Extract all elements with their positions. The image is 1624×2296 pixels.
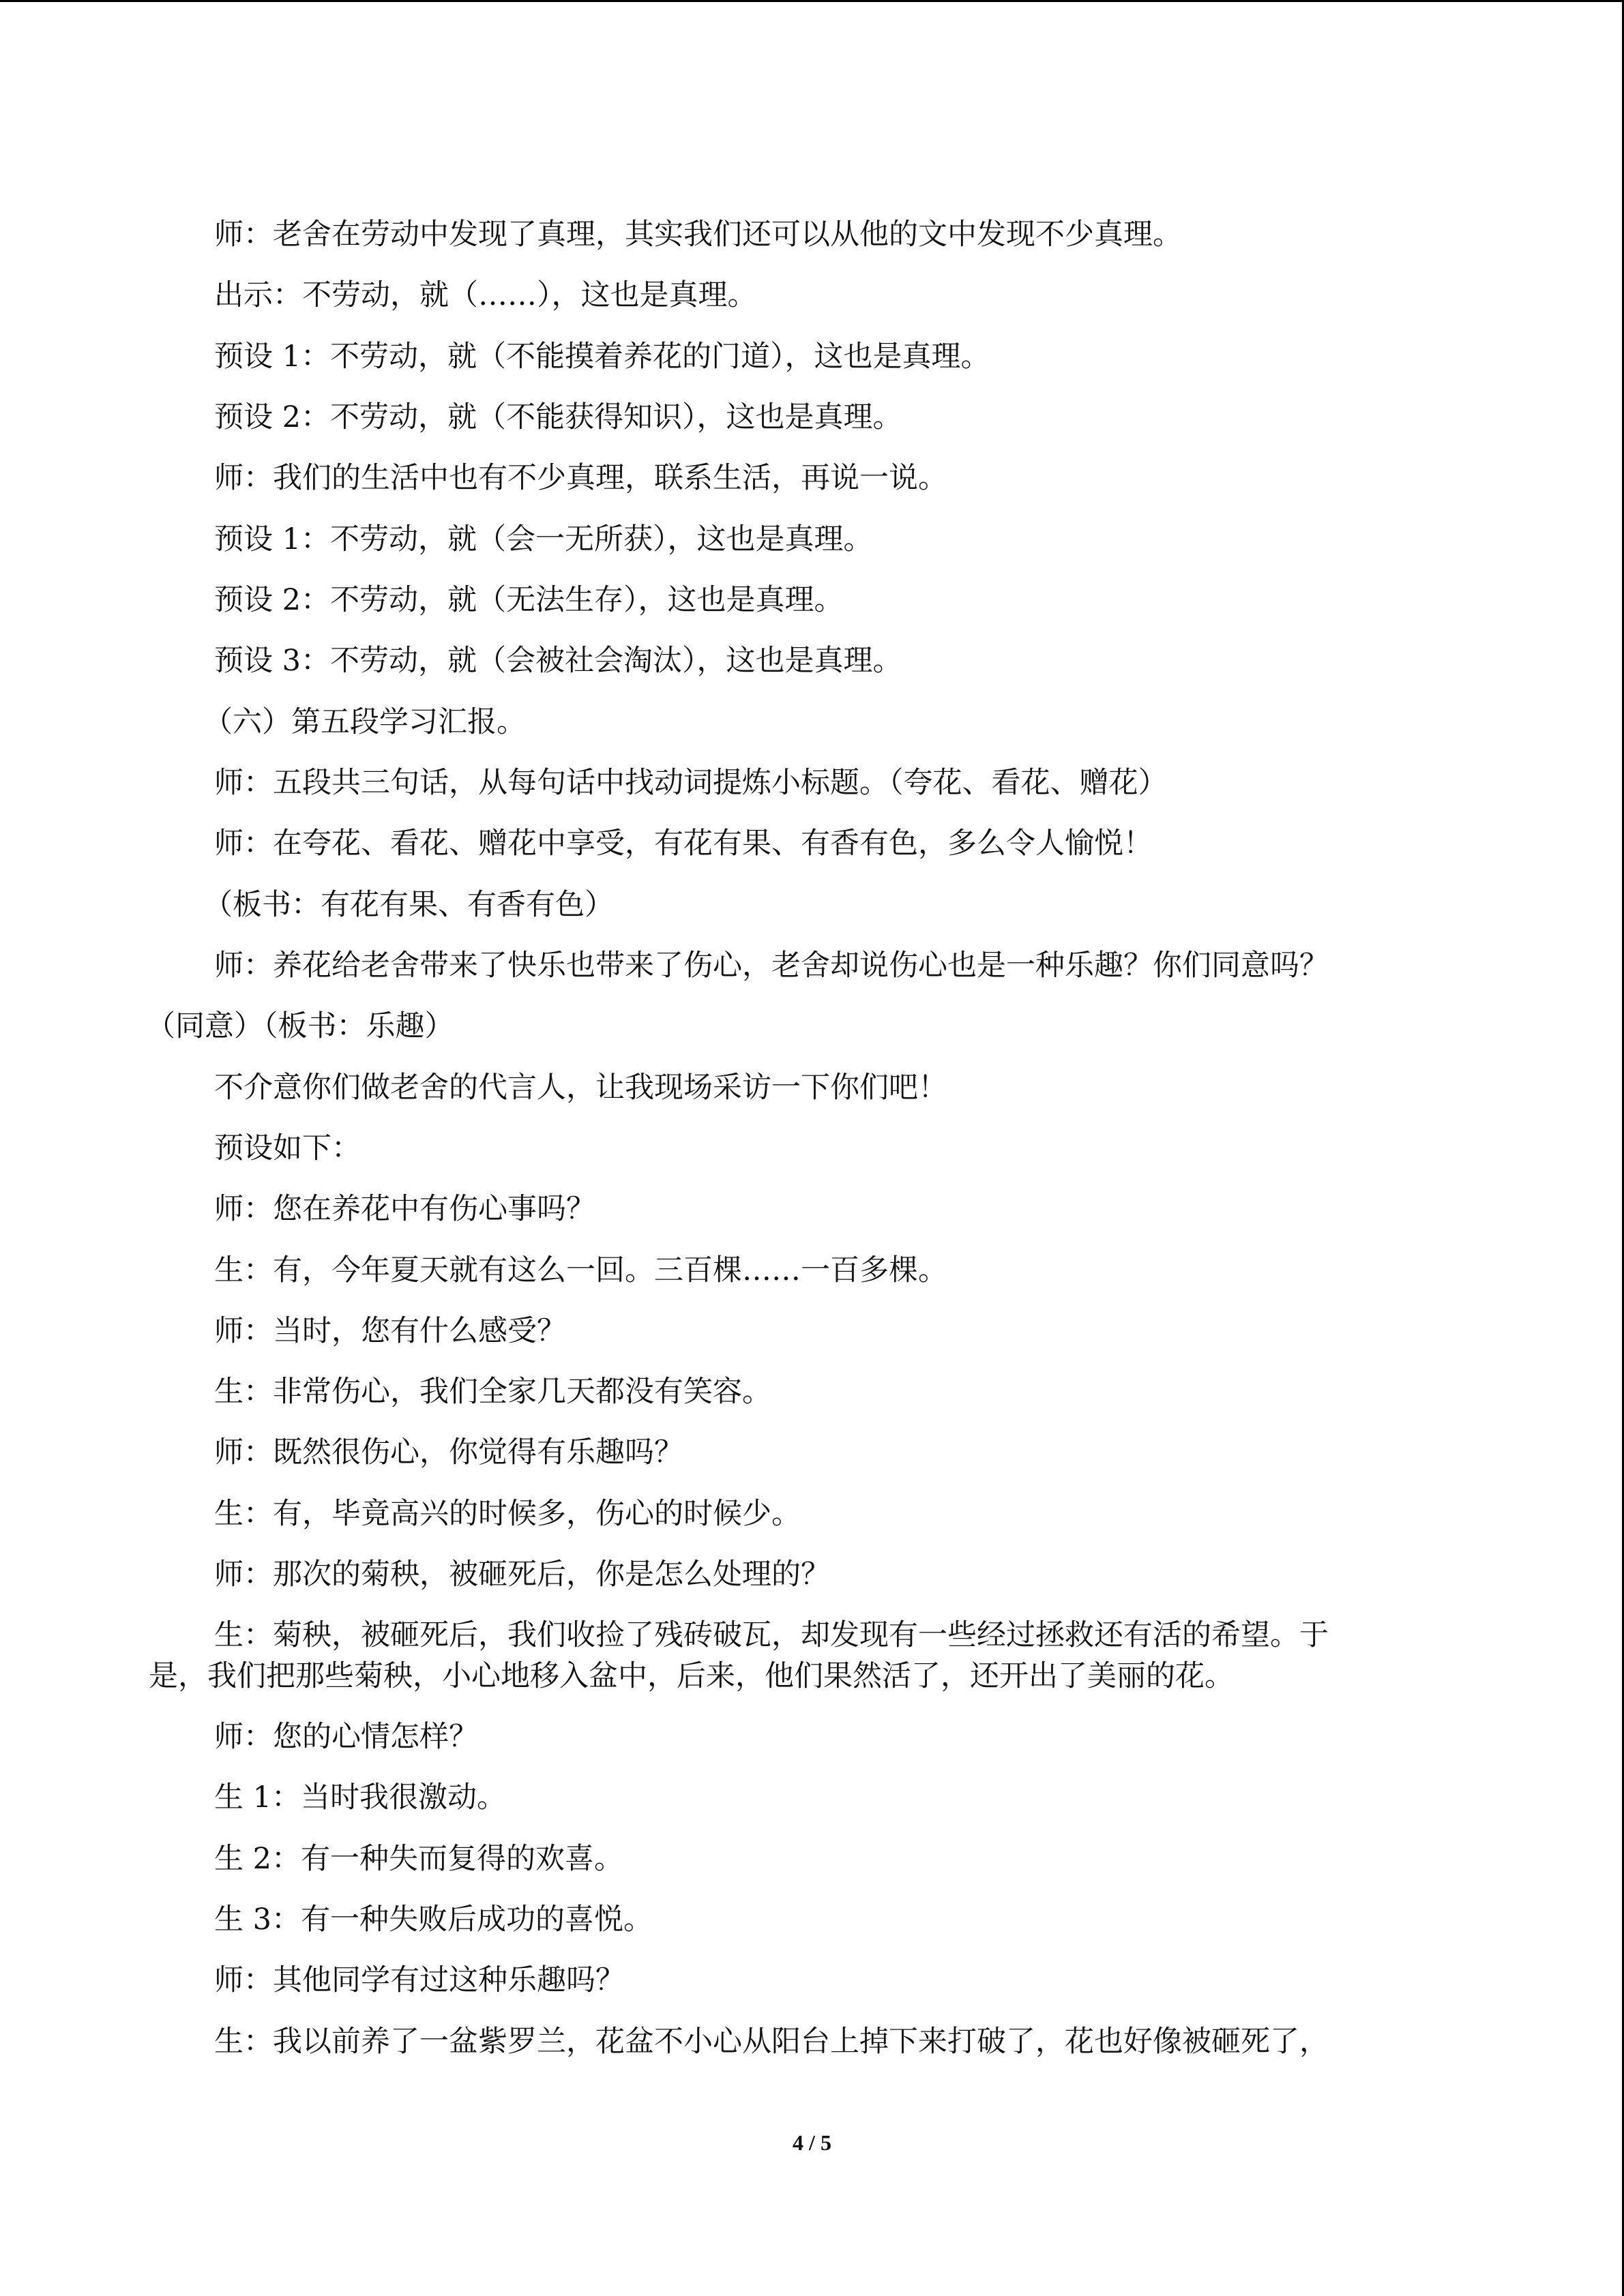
text-line: （板书：有花有果、有香有色） [203, 888, 614, 922]
text-line: 出示：不劳动，就（……），这也是真理。 [214, 278, 757, 312]
text-line: 生 3：有一种失败后成功的喜悦。 [214, 1903, 653, 1937]
text-line: 生：菊秧，被砸死后，我们收捡了残砖破瓦，却发现有一些经过拯救还有活的希望。于 [214, 1618, 1329, 1652]
text-line: （同意）（板书：乐趣） [146, 1009, 454, 1043]
text-line: 预设 3：不劳动，就（会被社会淘汰），这也是真理。 [214, 644, 902, 678]
text-line: 师：老舍在劳动中发现了真理，其实我们还可以从他的文中发现不少真理。 [214, 218, 1182, 252]
text-line: 生 2：有一种失而复得的欢喜。 [214, 1842, 624, 1876]
text-line: 是，我们把那些菊秧，小心地移入盆中，后来，他们果然活了，还开出了美丽的花。 [149, 1659, 1234, 1693]
text-line: 师：在夸花、看花、赠花中享受，有花有果、有香有色，多么令人愉悦！ [214, 826, 1153, 861]
text-line: 预设 2：不劳动，就（无法生存），这也是真理。 [214, 583, 844, 617]
text-line: 师：您的心情怎样？ [214, 1720, 478, 1754]
text-line: 预设 2：不劳动，就（不能获得知识），这也是真理。 [214, 400, 902, 434]
page-number: 4 / 5 [793, 2130, 831, 2155]
text-line: 生 1：当时我很激动。 [214, 1780, 507, 1815]
text-line: 师：养花给老舍带来了快乐也带来了伤心，老舍却说伤心也是一种乐趣？你们同意吗？ [214, 949, 1329, 983]
text-line: 师：既然很伤心，你觉得有乐趣吗？ [214, 1435, 683, 1470]
text-line: 师：我们的生活中也有不少真理，联系生活，再说一说。 [214, 461, 947, 495]
text-line: 不介意你们做老舍的代言人，让我现场采访一下你们吧！ [214, 1071, 947, 1105]
text-line: 预设 1：不劳动，就（会一无所获），这也是真理。 [214, 522, 873, 556]
text-line: 师：那次的菊秧，被砸死后，你是怎么处理的？ [214, 1557, 830, 1592]
section-heading: （六）第五段学习汇报。 [203, 705, 526, 739]
text-line: 生：有，毕竟高兴的时候多，伤心的时候少。 [214, 1497, 801, 1531]
text-line: 生：非常伤心，我们全家几天都没有笑容。 [214, 1375, 771, 1409]
text-line: 预设如下： [214, 1131, 361, 1165]
page-border-top [0, 0, 1624, 2]
text-line: 师：当时，您有什么感受？ [214, 1314, 566, 1348]
text-line: 生：我以前养了一盆紫罗兰，花盆不小心从阳台上掉下来打破了，花也好像被砸死了， [214, 2025, 1329, 2059]
text-line: 师：五段共三句话，从每句话中找动词提炼小标题。（夸花、看花、赠花） [214, 766, 1168, 800]
text-line: 预设 1：不劳动，就（不能摸着养花的门道），这也是真理。 [214, 340, 990, 374]
text-line: 师：其他同学有过这种乐趣吗？ [214, 1963, 625, 1997]
text-line: 师：您在养花中有伤心事吗？ [214, 1192, 595, 1226]
text-line: 生：有，今年夏天就有这么一回。三百棵……一百多棵。 [214, 1253, 947, 1287]
